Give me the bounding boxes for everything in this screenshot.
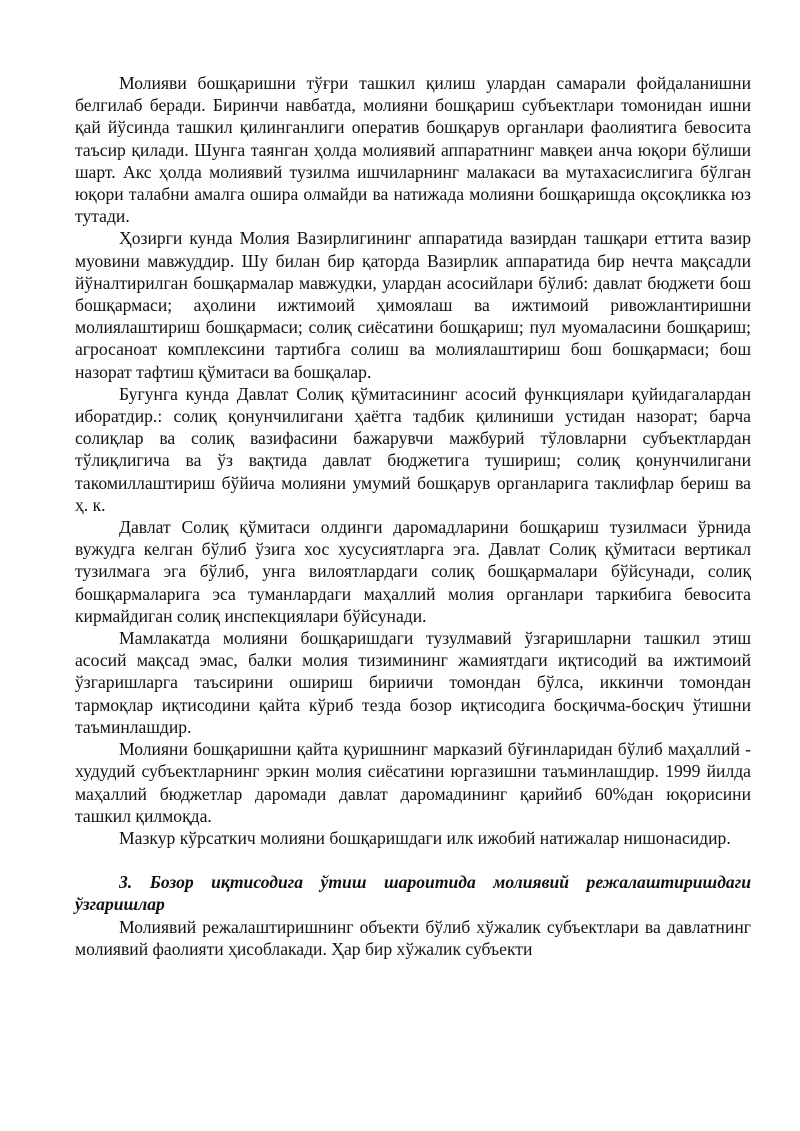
paragraph-financial-planning: Молиявий режалаштиришнинг объекти бўлиб хўжалик субъектлари ва давлатнинг молиявий фаолияти ҳисоблакади. Ҳар бир хўжалик субъекти bbox=[75, 916, 751, 959]
paragraph-structural-changes: Мамлакатда молияни бошқаришдаги тузулмавий ўзгаришларни ташкил этиш асосий мақсад эмас, балки молия тизимининг жамиятдаги иқтисодий ва ижтимоий ўзгаришларга таъсирини ошириш бириичи томондан бўлса, иккинчи томондан тармоқлар иқтисодини қайта кўриб тезда бозор иқтисодига босқичма-босқич ўтишни таъминлашдир. bbox=[75, 628, 751, 737]
section-heading: 3. Бозор иқтисодига ўтиш шароитида молиявий режалаштиришдаги ўзгаришлар bbox=[75, 872, 751, 915]
document-page bbox=[75, 72, 751, 960]
paragraph-tax-committee-structure: Давлат Солиқ қўмитаси олдинги даромадларини бошқариш тузилмаси ўрнида вужудга келган бўлиб ўзига хос хусусиятларга эга. Давлат Солиқ қўмитаси вертикал тузилмага эга бўлиб, унга вилоятлардаги солиқ бошқармалари бўйсунади, солиқ бошқармаларига эса туманлардаги маҳаллий молия органлари таркибига бевосита кирмайдиган солиқ инспекциялари бўйсунади. bbox=[75, 517, 751, 626]
paragraph-ministry-structure: Ҳозирги кунда Молия Вазирлигининг аппаратида вазирдан ташқари еттита вазир муовини мавжуддир. Шу билан бир қаторда Вазирлик аппаратида бир нечта мақсадли йўналтирилган бошқармалар мавжудки, улардан асосийлари бўлиб: давлат бюджети бош бошқармаси; аҳолини ижтимоий ҳимоялаш ва ижтимоий ривожлантиришни молиялаштириш бошқармаси; солиқ сиёсатини бошқариш; пул муомаласини бошқариш; агросаноат комплексини тартибга солиш ва молиялаштириш бош бошқармаси; бош назорат тафтиш қўмитаси ва бошқалар. bbox=[75, 228, 751, 382]
paragraph-indicator: Мазкур кўрсаткич молияни бошқаришдаги илк ижобий натижалар нишонасидир. bbox=[119, 827, 731, 848]
paragraph-tax-committee-functions: Бугунга кунда Давлат Солиқ қўмитасининг асосий функциялари қуйидагалардан иборатдир.: солиқ қонунчилигани ҳаётга тадбик қилиниши устидан назорат; барча солиқлар ва солиқ вазифасини бажарувчи мажбурий тўловларни субъектлардан тўлиқлигича ва ўз вақтида давлат бюджетига тушириш; солиқ қонунчилигани такомиллаштириш бўйича молияни умумий бошқарув органларига таклифлар бериш ва ҳ. к. bbox=[75, 383, 751, 515]
paragraph-local-budgets: Молияни бошқаришни қайта қуришнинг марказий бўғинларидан бўлиб маҳаллий - худудий субъектларнинг эркин молия сиёсатини юргазишни таъминлашдир. 1999 йилда маҳаллий бюджетлар даромади давлат даромадининг қарийиб 60%дан юқорисини ташкил қилмоқда. bbox=[75, 739, 751, 826]
paragraph-financial-management: Молияви бошқаришни тўғри ташкил қилиш улардан самарали фойдаланишни белгилаб беради. Биринчи навбатда, молияни бошқариш субъектлари томонидан ишни қай йўсинда ташкил қилинганлиги оператив бошқарув органлари фаолиятига бевосита таъсир қилади. Шунга таянган ҳолда молиявий аппаратнинг мавқеи анча юқори бўлиши шарт. Акс ҳолда молиявий тузилма ишчиларнинг малакаси ва мутахасислигига бўлган юқори талабни амалга ошира олмайди ва натижада молияни бошқаришда оқсоқликка юз тутади. bbox=[75, 73, 751, 227]
